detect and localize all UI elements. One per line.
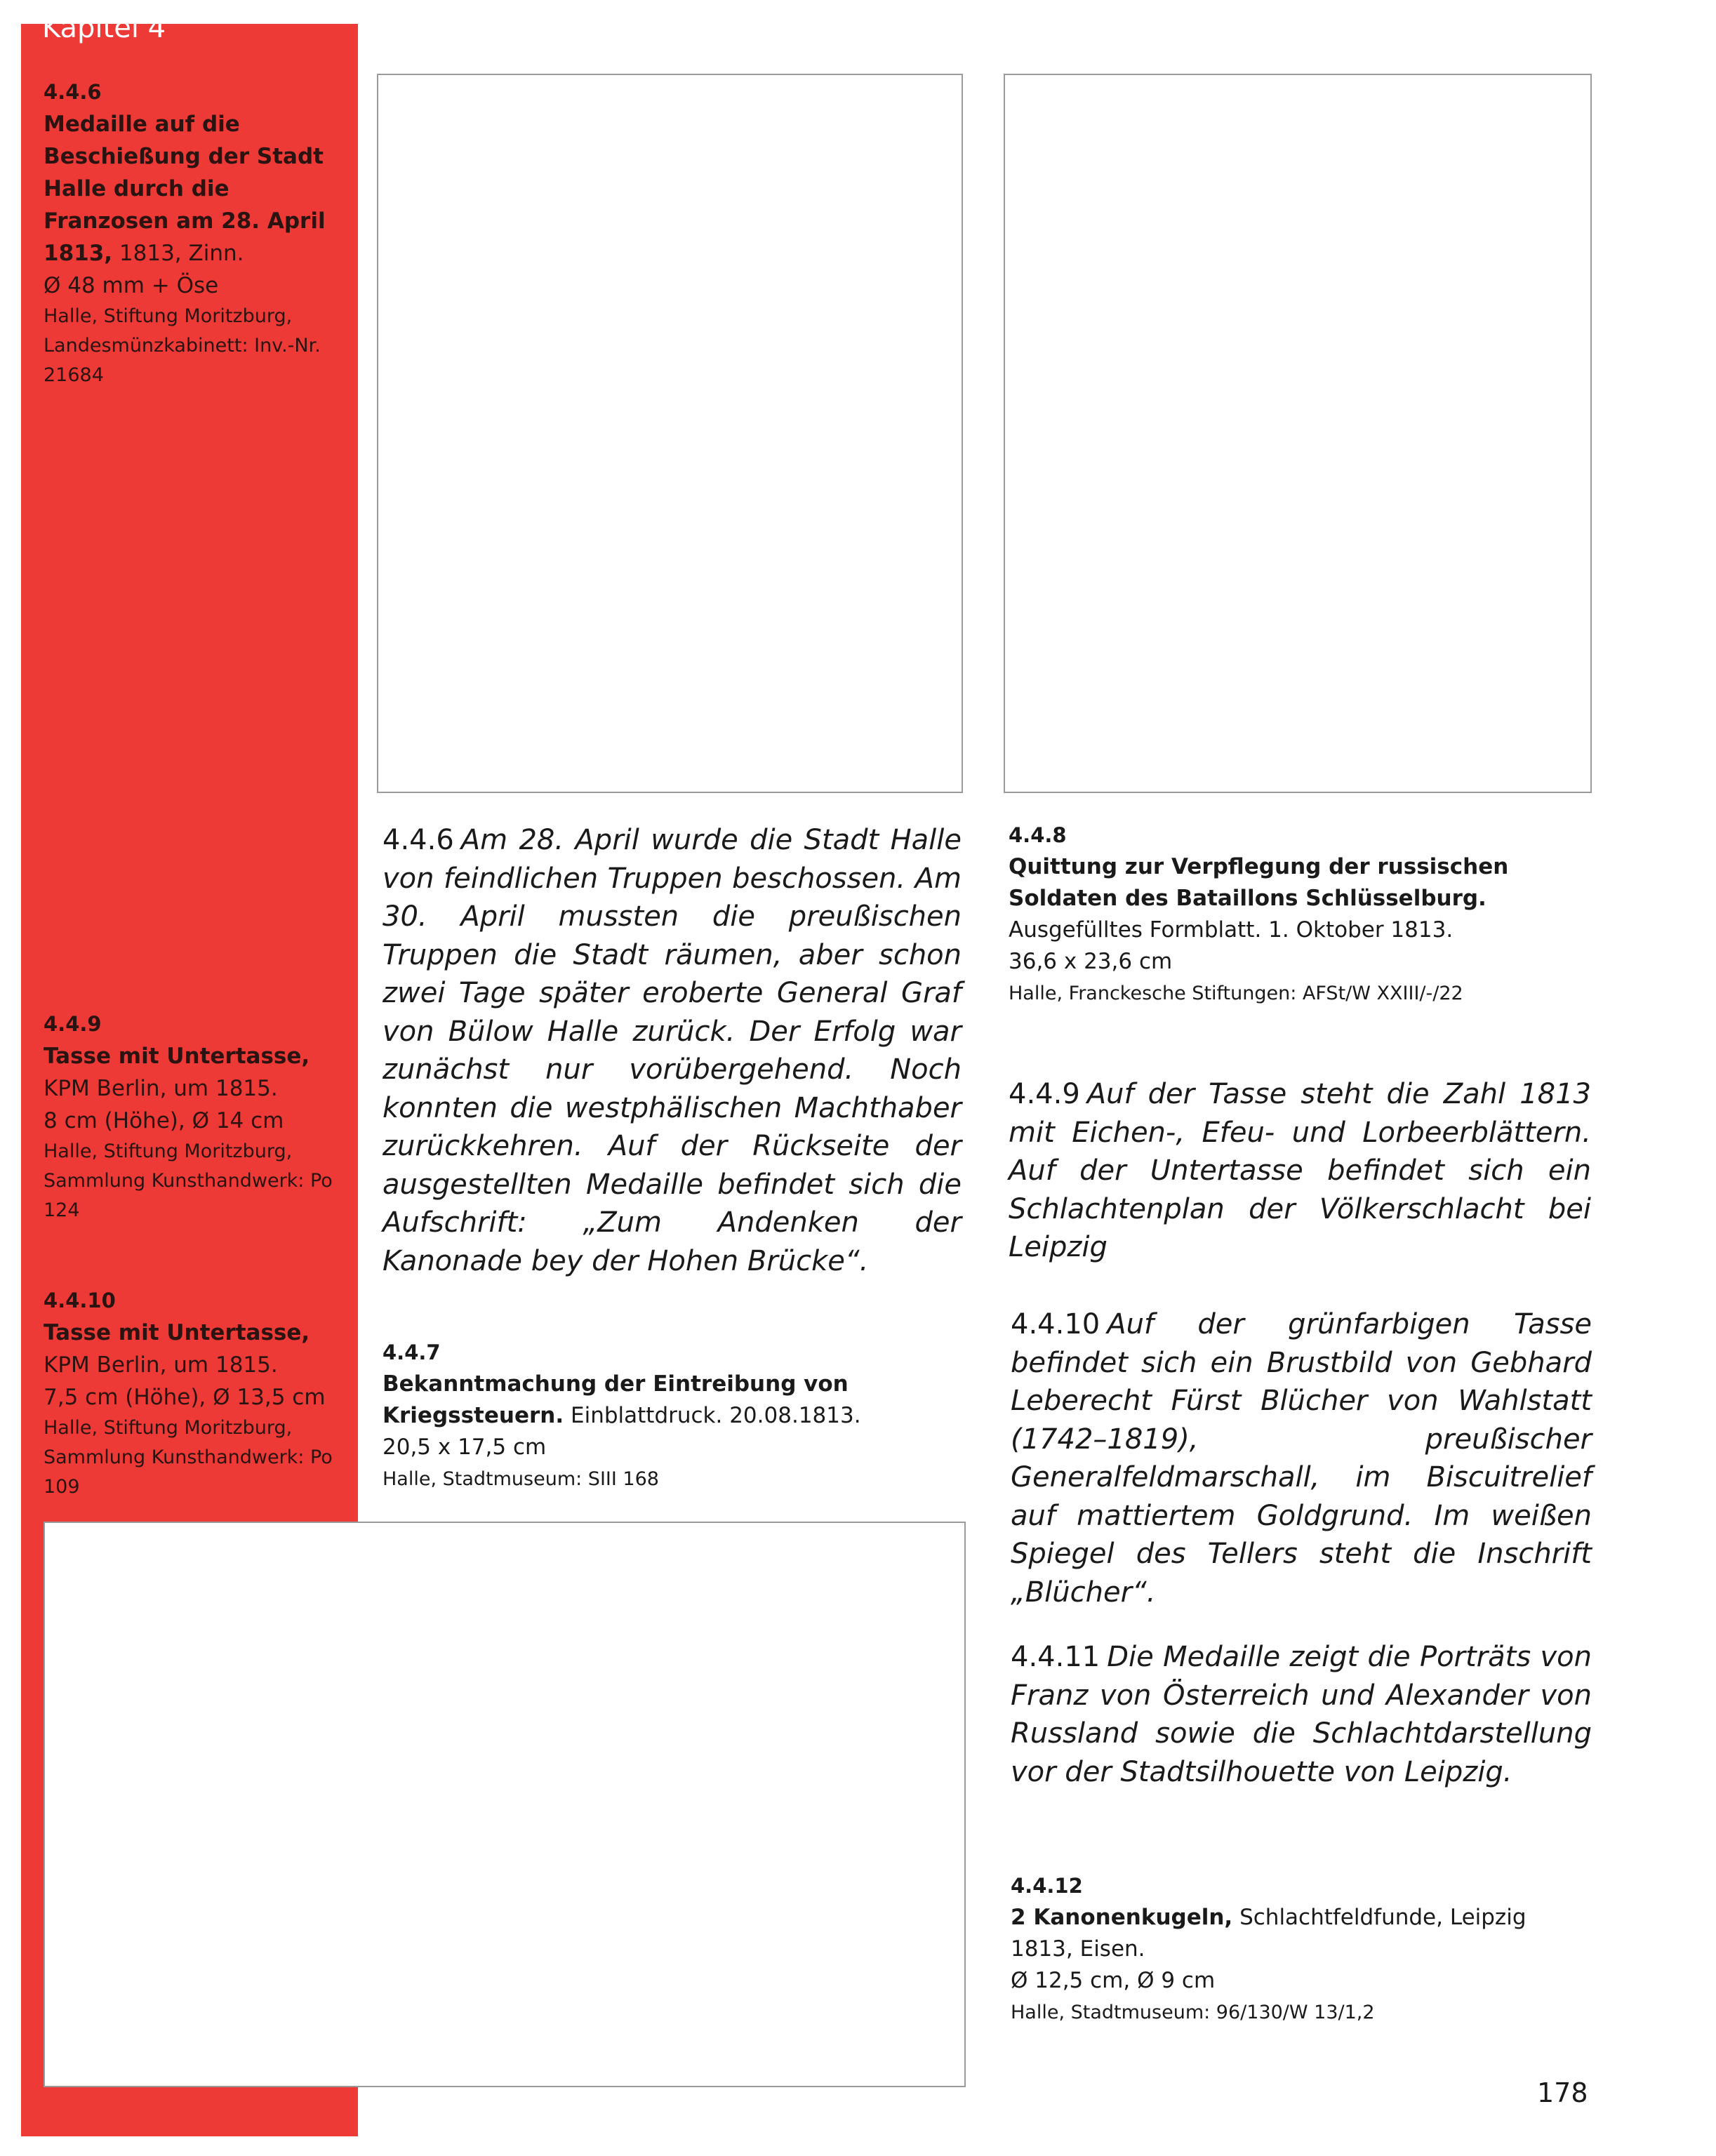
figure-cups-image	[44, 1522, 966, 2087]
caption-location: Halle, Stadtmuseum: SIII 168	[383, 1468, 659, 1490]
sidebar-caption-4-4-10	[44, 1284, 338, 1502]
caption-title: Tasse mit Untertasse, KPM Berlin, um 1815.	[44, 1044, 310, 1101]
caption-number: 4.4.7	[383, 1340, 441, 1364]
text-reference: 4.4.9	[1009, 1078, 1080, 1110]
sidebar-caption-4-4-6	[44, 76, 338, 390]
sidebar-caption-4-4-9	[44, 1008, 338, 1225]
caption-title: Bekanntmachung der Eintreibung von Kriegssteuern. Einblattdruck. 20.08.1813.	[383, 1371, 861, 1428]
text-reference: 4.4.6	[383, 824, 454, 856]
caption-location: Halle, Stadtmuseum: 96/130/W 13/1,2	[1011, 2002, 1375, 2023]
caption-title: Tasse mit Untertasse, KPM Berlin, um 1815.	[44, 1320, 310, 1378]
text-reference: 4.4.10	[1011, 1308, 1100, 1340]
caption-number: 4.4.6	[44, 80, 102, 104]
caption-dimensions: 20,5 x 17,5 cm	[383, 1435, 547, 1460]
text-block-4-4-6	[383, 821, 962, 1280]
caption-4-4-7	[383, 1337, 965, 1495]
caption-location: Halle, Stiftung Moritzburg, Landesmünzkabinett: Inv.-Nr. 21684	[44, 305, 321, 386]
text-body: Die Medaille zeigt die Porträts von Franz von Österreich und Alexander von Russland sowie die Schlachtdarstellung vor der Stadtsilhouette von Leipzig.	[1011, 1641, 1592, 1788]
caption-4-4-12	[1011, 1870, 1593, 2028]
caption-dimensions: 8 cm (Höhe), Ø 14 cm	[44, 1108, 284, 1133]
caption-number: 4.4.12	[1011, 1874, 1083, 1898]
chapter-label: Kapitel 4	[42, 12, 166, 44]
text-body: Auf der Tasse steht die Zahl 1813 mit Eichen-, Efeu- und Lorbeerblättern. Auf der Untertasse befindet sich ein Schlachtenplan der Völkerschlacht bei Leipzig	[1009, 1078, 1591, 1263]
caption-location: Halle, Franckesche Stiftungen: AFSt/W XXIII/-/22	[1009, 983, 1463, 1004]
text-block-4-4-9	[1009, 1075, 1591, 1267]
text-body: Am 28. April wurde die Stadt Halle von feindlichen Truppen beschossen. Am 30. April mussten die preußischen Truppen die Stadt räumen, aber schon zwei Tage später eroberte General Graf von Bülow Halle zurück. Der Erfolg war zunächst nur vorübergehend. Noch konnten die westphälischen Machthaber zurückkehren. Auf der Rückseite der ausgestellten Medaille befindet sich die Aufschrift: „Zum Andenken der Kanonade bey der Hohen Brücke“.	[383, 824, 962, 1277]
caption-title: 2 Kanonenkugeln, Schlachtfeldfunde, Leipzig 1813, Eisen.	[1011, 1905, 1527, 1962]
text-reference: 4.4.11	[1011, 1641, 1100, 1673]
caption-dimensions: 7,5 cm (Höhe), Ø 13,5 cm	[44, 1385, 326, 1410]
caption-title: Medaille auf die Beschießung der Stadt Halle durch die Franzosen am 28. April 1813, 1813, Zinn.	[44, 112, 326, 266]
caption-dimensions: 36,6 x 23,6 cm	[1009, 949, 1173, 974]
text-block-4-4-10	[1011, 1305, 1592, 1611]
caption-location: Halle, Stiftung Moritzburg, Sammlung Kunsthandwerk: Po 124	[44, 1140, 333, 1221]
figure-receipt-image	[1004, 74, 1592, 793]
figure-medal-image	[377, 74, 963, 793]
caption-4-4-8	[1009, 820, 1581, 1009]
page-number: 178	[1537, 2077, 1588, 2108]
caption-number: 4.4.9	[44, 1012, 102, 1036]
text-block-4-4-11	[1011, 1638, 1592, 1791]
caption-dimensions: Ø 12,5 cm, Ø 9 cm	[1011, 1968, 1216, 1993]
caption-location: Halle, Stiftung Moritzburg, Sammlung Kunsthandwerk: Po 109	[44, 1417, 333, 1498]
caption-dimensions: Ø 48 mm + Öse	[44, 273, 219, 298]
caption-number: 4.4.10	[44, 1289, 116, 1312]
caption-title: Quittung zur Verpflegung der russischen Soldaten des Bataillons Schlüsselburg. Ausgefülltes Formblatt. 1. Oktober 1813.	[1009, 854, 1509, 943]
caption-number: 4.4.8	[1009, 823, 1067, 847]
text-body: Auf der grünfarbigen Tasse befindet sich ein Brustbild von Gebhard Leberecht Fürst Blücher von Wahlstatt (1742–1819), preußischer Generalfeldmarschall, im Biscuitrelief auf mattiertem Goldgrund. Im weißen Spiegel des Tellers steht die Inschrift „Blücher“.	[1011, 1308, 1592, 1609]
